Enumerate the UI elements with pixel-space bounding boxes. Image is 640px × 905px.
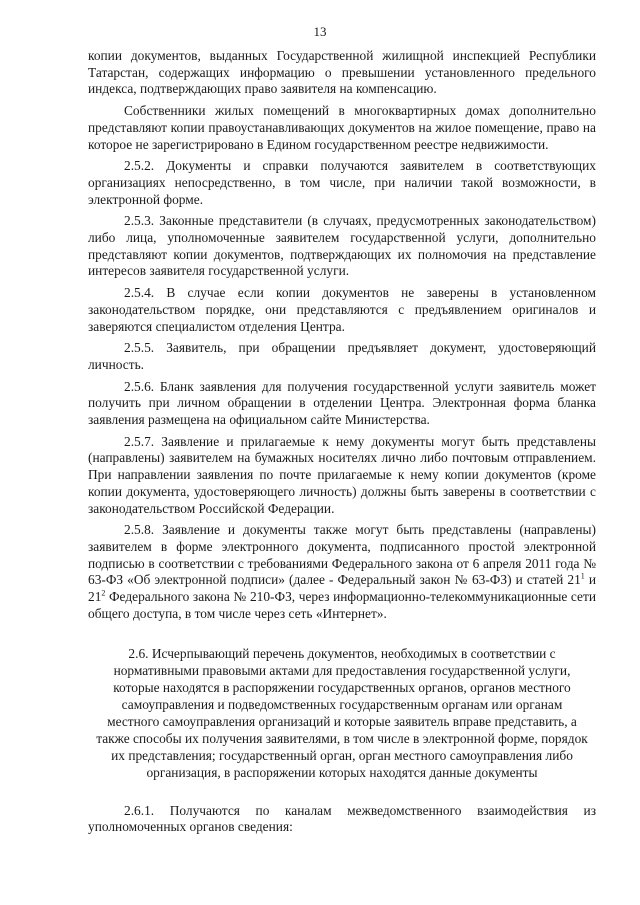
paragraph-inspection-copies: копии документов, выданных Государственной жилищной инспекцией Республики Татарстан, содержащих информацию о превышении установленного предельного индекса, подтверждающих право заявителя на компенсацию. — [88, 48, 596, 97]
superscript-1: 1 — [580, 571, 585, 581]
paragraph-2-5-4: 2.5.4. В случае если копии документов не заверены в установленном законодательством порядке, они представляются с предъявлением оригиналов и заверяются специалистом отделения Центра. — [88, 285, 596, 334]
section-heading-2-6: 2.6. Исчерпывающий перечень документов, необходимых в соответствии с нормативными правовыми актами для предоставления государственной услуги, которые находятся в распоряжении государственных органов, органов местного самоуправления и подведомственных государственным органам или органам местного самоуправления организаций и которые заявитель вправе представить, а также способы их получения заявителями, в том числе в электронной форме, порядок их представления; государственный орган, орган местного самоуправления либо организация, в распоряжении которых находятся данные документы — [96, 645, 588, 780]
paragraph-owners-documents: Собственники жилых помещений в многоквартирных домах дополнительно представляют копии правоустанавливающих документов на жилое помещение, право на которое не зарегистрировано в Едином государственном реестре недвижимости. — [88, 103, 596, 152]
paragraph-2-6-1: 2.6.1. Получаются по каналам межведомственного взаимодействия из уполномоченных органов сведения: — [88, 802, 596, 835]
paragraph-2-5-2: 2.5.2. Документы и справки получаются заявителем в соответствующих организациях непосредственно, в том числе, при наличии такой возможности, в электронной форме. — [88, 158, 596, 207]
paragraph-2-5-8-text-mid: и 21 — [88, 572, 596, 605]
document-body — [88, 48, 596, 841]
paragraph-2-5-5: 2.5.5. Заявитель, при обращении предъявляет документ, удостоверяющий личность. — [88, 340, 596, 372]
paragraph-2-5-8-text-before: 2.5.8. Заявление и документы также могут быть представлены (направлены) заявителем в форме электронного документа, подписанного простой электронной подписью в соответствии с требованиями Федерального закона от 6 апреля 2011 года № 63-ФЗ «Об электронной подписи» (далее - Федеральный закон № 63-ФЗ) и статей 21 — [88, 522, 596, 588]
superscript-2: 2 — [101, 588, 106, 598]
page-number: 13 — [313, 24, 327, 39]
paragraph-2-5-7: 2.5.7. Заявление и прилагаемые к нему документы могут быть представлены (направлены) заявителем на бумажных носителях лично либо почтовым отправлением. При направлении заявления по почте прилагаемые к нему копии документов (кроме копии документа, удостоверяющего личность) должны быть заверены в соответствии с законодательством Российской Федерации. — [88, 433, 596, 516]
paragraph-2-5-6: 2.5.6. Бланк заявления для получения государственной услуги заявитель может получить при личном обращении в отделении Центра. Электронная форма бланка заявления размещена на официальном сайте Министерства. — [88, 378, 596, 428]
paragraph-2-5-8-text-after: Федерального закона № 210-ФЗ, через информационно-телекоммуникационные сети общего доступа, в том числе через сеть «Интернет». — [88, 589, 596, 621]
paragraph-2-5-3: 2.5.3. Законные представители (в случаях, предусмотренных законодательством) либо лица, уполномоченные заявителем государственной услуги, дополнительно представляют копии документов, подтверждающих их полномочия на представление интересов заявителя государственной услуги. — [88, 213, 596, 279]
paragraph-2-5-8 — [88, 522, 596, 622]
